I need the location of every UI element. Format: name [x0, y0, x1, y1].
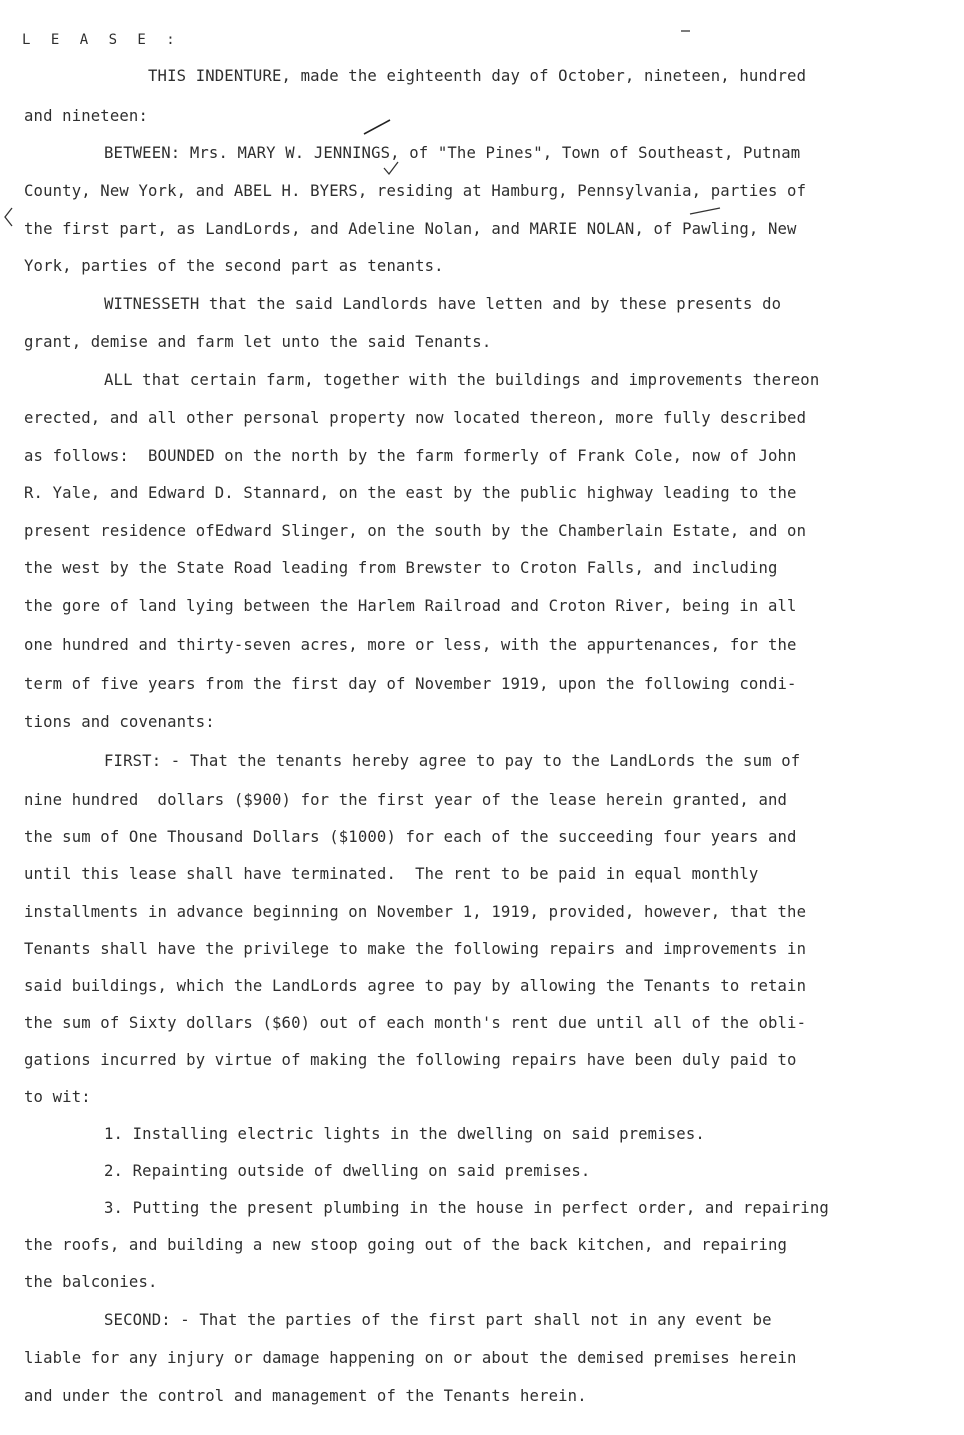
- text-line: SECOND: - That the parties of the first part shall not in any event be: [104, 1311, 772, 1329]
- text-line: York, parties of the second part as tenants.: [24, 257, 444, 275]
- text-line: one hundred and thirty-seven acres, more or less, with the appurtenances, for the: [24, 636, 797, 654]
- pen-mark-margin: [2, 206, 14, 228]
- text-line: ALL that certain farm, together with the buildings and improvements thereon: [104, 371, 820, 389]
- text-line: the west by the State Road leading from Brewster to Croton Falls, and including: [24, 559, 778, 577]
- text-line: present residence ofEdward Slinger, on the south by the Chamberlain Estate, and on: [24, 522, 807, 540]
- text-line: liable for any injury or damage happening on or about the demised premises herein: [24, 1349, 797, 1367]
- text-line: 1. Installing electric lights in the dwelling on said premises.: [104, 1125, 705, 1143]
- pen-mark-overline: [688, 206, 722, 216]
- text-line: R. Yale, and Edward D. Stannard, on the east by the public highway leading to the: [24, 484, 797, 502]
- text-line: term of five years from the first day of November 1919, upon the following condi-: [24, 675, 797, 693]
- text-line: said buildings, which the LandLords agree to pay by allowing the Tenants to retain: [24, 977, 807, 995]
- text-line: nine hundred dollars ($900) for the first year of the lease herein granted, and: [24, 791, 788, 809]
- text-line: the sum of One Thousand Dollars ($1000) for each of the succeeding four years and: [24, 828, 797, 846]
- text-line: and under the control and management of the Tenants herein.: [24, 1387, 587, 1405]
- pen-mark-dash: [680, 28, 692, 34]
- pen-mark-slash: [362, 118, 392, 136]
- text-line: 3. Putting the present plumbing in the house in perfect order, and repairing: [104, 1199, 829, 1217]
- text-line: to wit:: [24, 1088, 91, 1106]
- check-mark-icon: [382, 160, 400, 176]
- text-line: the roofs, and building a new stoop going out of the back kitchen, and repairing: [24, 1236, 788, 1254]
- text-line: WITNESSETH that the said Landlords have letten and by these presents do: [104, 295, 782, 313]
- text-line: as follows: BOUNDED on the north by the farm formerly of Frank Cole, now of John: [24, 447, 797, 465]
- text-line: BETWEEN: Mrs. MARY W. JENNINGS, of "The Pines", Town of Southeast, Putnam: [104, 144, 801, 162]
- text-line: installments in advance beginning on November 1, 1919, provided, however, that the: [24, 903, 807, 921]
- text-line: and nineteen:: [24, 107, 148, 125]
- text-line: tions and covenants:: [24, 713, 215, 731]
- text-line: erected, and all other personal property now located thereon, more fully described: [24, 409, 807, 427]
- text-line: the sum of Sixty dollars ($60) out of each month's rent due until all of the obli-: [24, 1014, 807, 1032]
- text-line: 2. Repainting outside of dwelling on said premises.: [104, 1162, 591, 1180]
- text-line: THIS INDENTURE, made the eighteenth day of October, nineteen, hundred: [148, 67, 807, 85]
- text-line: the balconies.: [24, 1273, 158, 1291]
- text-line: the gore of land lying between the Harlem Railroad and Croton River, being in all: [24, 597, 797, 615]
- text-line: gations incurred by virtue of making the following repairs have been duly paid to: [24, 1051, 797, 1069]
- text-line: the first part, as LandLords, and Adeline Nolan, and MARIE NOLAN, of Pawling, New: [24, 220, 797, 238]
- text-line: Tenants shall have the privilege to make the following repairs and improvements in: [24, 940, 807, 958]
- text-line: County, New York, and ABEL H. BYERS, residing at Hamburg, Pennsylvania, parties of: [24, 182, 807, 200]
- document-heading: L E A S E :: [22, 32, 181, 48]
- text-line: until this lease shall have terminated. The rent to be paid in equal monthly: [24, 865, 759, 883]
- text-line: FIRST: - That the tenants hereby agree to pay to the LandLords the sum of: [104, 752, 801, 770]
- text-line: grant, demise and farm let unto the said Tenants.: [24, 333, 492, 351]
